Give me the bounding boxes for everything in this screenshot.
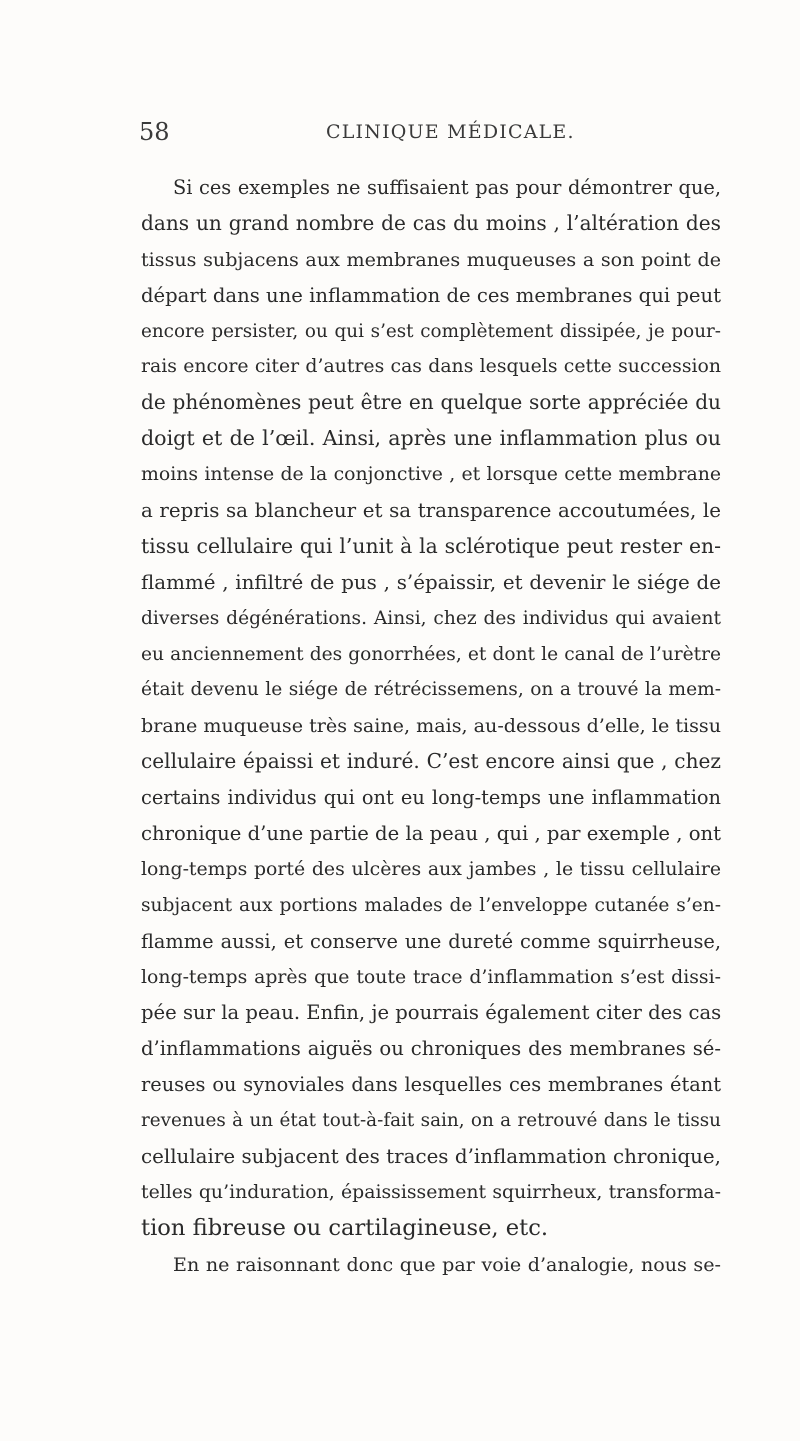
text-line: brane muqueuse très saine, mais, au-dessous d’elle, le tissu bbox=[141, 714, 721, 738]
text-line: reuses ou synoviales dans lesquelles ces membranes étant bbox=[141, 1073, 721, 1097]
text-line: a repris sa blancheur et sa transparence accoutumées, le bbox=[141, 499, 721, 523]
text-line: de phénomènes peut être en quelque sorte appréciée du bbox=[141, 390, 721, 415]
text-line: subjacent aux portions malades de l’enveloppe cutanée s’en- bbox=[141, 894, 721, 916]
text-line: revenues à un état tout-à-fait sain, on a retrouvé dans le tissu bbox=[141, 1110, 721, 1132]
text-line: tion fibreuse ou cartilagineuse, etc. bbox=[141, 1214, 549, 1241]
text-line: eu anciennement des gonorrhées, et dont le canal de l’urètre bbox=[141, 643, 721, 665]
text-line: Si ces exemples ne suffisaient pas pour démontrer que, bbox=[173, 176, 721, 199]
text-line: pée sur la peau. Enfin, je pourrais également citer des cas bbox=[141, 1001, 722, 1025]
text-line: flammé , infiltré de pus , s’épaissir, et devenir le siége de bbox=[141, 570, 721, 594]
page-header bbox=[0, 118, 800, 148]
text-line: chronique d’une partie de la peau , qui , par exemple , ont bbox=[141, 822, 721, 846]
text-line: flamme aussi, et conserve une dureté comme squirrheuse, bbox=[141, 929, 721, 953]
text-line: cellulaire subjacent des traces d’inflammation chronique, bbox=[141, 1145, 721, 1169]
text-line: cellulaire épaissi et induré. C’est encore ainsi que , chez bbox=[141, 749, 721, 774]
text-line: doigt et de l’œil. Ainsi, après une inflammation plus ou bbox=[141, 426, 721, 451]
text-line: d’inflammations aiguës ou chroniques des membranes sé- bbox=[141, 1037, 721, 1061]
text-line: moins intense de la conjonctive , et lorsque cette membrane bbox=[141, 464, 721, 486]
page-number: 58 bbox=[139, 118, 170, 146]
text-line: long-temps porté des ulcères aux jambes , le tissu cellulaire bbox=[141, 858, 721, 880]
text-line: tissus subjacens aux membranes muqueuses a son point de bbox=[141, 247, 721, 271]
text-line: En ne raisonnant donc que par voie d’analogie, nous se- bbox=[173, 1252, 721, 1276]
text-line: telles qu’induration, épaississement squirrheux, transforma- bbox=[141, 1181, 721, 1203]
text-line: certains individus qui ont eu long-temps une inflammation bbox=[141, 786, 721, 810]
text-line: rais encore citer d’autres cas dans lesquels cette succession bbox=[141, 356, 721, 378]
body-text bbox=[141, 170, 721, 1283]
text-line: long-temps après que toute trace d’inflammation s’est dissi- bbox=[141, 966, 721, 988]
text-line: était devenu le siége de rétrécissemens, on a trouvé la mem- bbox=[141, 679, 721, 701]
text-line: diverses dégénérations. Ainsi, chez des individus qui avaient bbox=[141, 607, 721, 629]
text-line: encore persister, ou qui s’est complètement dissipée, je pour- bbox=[141, 320, 721, 342]
running-head: CLINIQUE MÉDICALE. bbox=[326, 121, 575, 143]
text-line: dans un grand nombre de cas du moins , l’altération des bbox=[141, 210, 721, 235]
text-line: tissu cellulaire qui l’unit à la sclérotique peut rester en- bbox=[141, 533, 721, 558]
text-line: départ dans une inflammation de ces membranes qui peut bbox=[141, 283, 721, 307]
